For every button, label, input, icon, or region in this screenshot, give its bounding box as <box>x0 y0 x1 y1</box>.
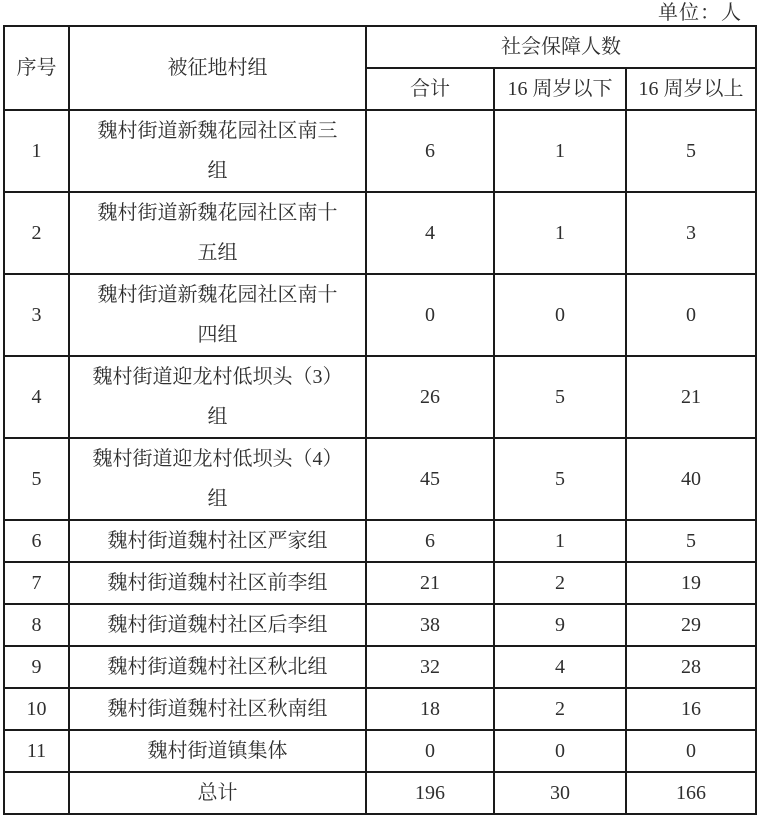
header-row-1 <box>4 26 756 68</box>
seq-cell: 2 <box>4 192 69 274</box>
table-row <box>4 192 756 274</box>
total-cell: 26 <box>366 356 494 438</box>
village-cell <box>69 356 366 438</box>
total-cell: 6 <box>366 110 494 192</box>
table-row <box>4 274 756 356</box>
over16-cell: 16 <box>626 688 756 730</box>
village-cell <box>69 730 366 772</box>
village-name: 魏村街道新魏花园社区南十四组 <box>97 284 338 346</box>
over16-cell: 0 <box>626 274 756 356</box>
col-header-total: 合计 <box>366 68 494 110</box>
village-name: 魏村街道迎龙村低坝头（3）组 <box>92 366 343 428</box>
village-name: 魏村街道镇集体 <box>147 740 288 762</box>
village-name: 魏村街道魏村社区秋北组 <box>107 656 328 678</box>
village-cell <box>69 274 366 356</box>
total-cell: 45 <box>366 438 494 520</box>
under16-cell: 2 <box>494 562 626 604</box>
table-row <box>4 356 756 438</box>
seq-cell: 9 <box>4 646 69 688</box>
seq-cell: 11 <box>4 730 69 772</box>
under16-cell: 9 <box>494 604 626 646</box>
village-cell <box>69 110 366 192</box>
total-cell: 38 <box>366 604 494 646</box>
over16-cell: 29 <box>626 604 756 646</box>
col-header-seq: 序号 <box>4 26 69 110</box>
total-cell: 32 <box>366 646 494 688</box>
village-name: 魏村街道魏村社区严家组 <box>107 530 328 552</box>
social-security-table <box>3 25 757 815</box>
under16-cell: 1 <box>494 192 626 274</box>
table-row <box>4 646 756 688</box>
seq-cell: 4 <box>4 356 69 438</box>
over16-cell: 21 <box>626 356 756 438</box>
under16-cell: 2 <box>494 688 626 730</box>
under16-cell: 4 <box>494 646 626 688</box>
seq-cell: 5 <box>4 438 69 520</box>
village-name: 魏村街道新魏花园社区南十五组 <box>97 202 338 264</box>
footer-under16-cell: 30 <box>494 772 626 814</box>
table-row <box>4 562 756 604</box>
under16-cell: 1 <box>494 110 626 192</box>
over16-cell: 40 <box>626 438 756 520</box>
over16-cell: 19 <box>626 562 756 604</box>
under16-cell: 0 <box>494 730 626 772</box>
village-cell <box>69 520 366 562</box>
seq-cell: 7 <box>4 562 69 604</box>
over16-cell: 5 <box>626 110 756 192</box>
over16-cell: 5 <box>626 520 756 562</box>
village-name: 魏村街道迎龙村低坝头（4）组 <box>92 448 343 510</box>
footer-total-cell: 196 <box>366 772 494 814</box>
col-header-under16: 16 周岁以下 <box>494 68 626 110</box>
total-row <box>4 772 756 814</box>
over16-cell: 28 <box>626 646 756 688</box>
village-name: 魏村街道新魏花园社区南三组 <box>97 120 338 182</box>
col-header-over16: 16 周岁以上 <box>626 68 756 110</box>
total-cell: 4 <box>366 192 494 274</box>
under16-cell: 5 <box>494 356 626 438</box>
under16-cell: 5 <box>494 438 626 520</box>
village-cell <box>69 646 366 688</box>
village-name: 魏村街道魏村社区秋南组 <box>107 698 328 720</box>
footer-seq-cell-empty <box>4 772 69 814</box>
table-row <box>4 604 756 646</box>
seq-cell: 6 <box>4 520 69 562</box>
table-row <box>4 110 756 192</box>
total-cell: 18 <box>366 688 494 730</box>
col-header-village: 被征地村组 <box>69 26 366 110</box>
seq-cell: 1 <box>4 110 69 192</box>
village-name: 魏村街道魏村社区后李组 <box>107 614 328 636</box>
village-cell <box>69 604 366 646</box>
total-cell: 0 <box>366 730 494 772</box>
village-cell <box>69 192 366 274</box>
seq-cell: 3 <box>4 274 69 356</box>
seq-cell: 8 <box>4 604 69 646</box>
village-cell <box>69 438 366 520</box>
total-cell: 0 <box>366 274 494 356</box>
table-row <box>4 438 756 520</box>
under16-cell: 1 <box>494 520 626 562</box>
footer-over16-cell: 166 <box>626 772 756 814</box>
table-row <box>4 730 756 772</box>
table-row <box>4 520 756 562</box>
village-cell <box>69 562 366 604</box>
over16-cell: 0 <box>626 730 756 772</box>
total-cell: 6 <box>366 520 494 562</box>
under16-cell: 0 <box>494 274 626 356</box>
village-cell <box>69 688 366 730</box>
village-name: 魏村街道魏村社区前李组 <box>107 572 328 594</box>
total-cell: 21 <box>366 562 494 604</box>
col-header-group: 社会保障人数 <box>366 26 756 68</box>
footer-label-cell: 总计 <box>69 772 366 814</box>
unit-label: 单位：人 <box>658 2 742 24</box>
table-row <box>4 688 756 730</box>
seq-cell: 10 <box>4 688 69 730</box>
over16-cell: 3 <box>626 192 756 274</box>
